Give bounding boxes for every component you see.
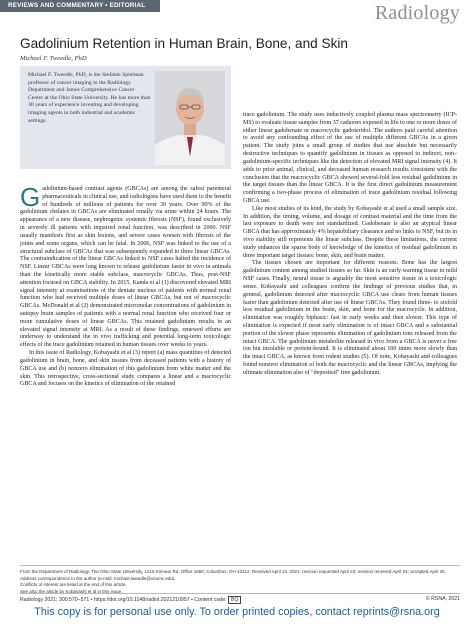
footnote-affiliation: From the Department of Radiology, The Ohio State University, 1216 Kinnear Rd, Office 1650, Columbus, OH 43212. Received April 13, 2021; revision requested April 23; revision received April 24; accepted April 26. Address correspondence to the author (e-mail: michael.tweedle@osumc.edu). bbox=[20, 569, 446, 581]
copyright: © RSNA, 2021 bbox=[425, 596, 460, 602]
body-paragraph: In this issue of Radiology, Kobayashi et al (3) report (a) mass quantities of detected gadolinium in brain, bone, and skin tissues from deceased patients with a history of GBCA use and (b) nonzero elimination of this gadolinium from white matter and the skin. This retrospective, cross-sectional study compares a linear and a macrocyclic GBCA and focuses on the kinetics of elimination of the retained bbox=[20, 350, 231, 388]
footnotes bbox=[20, 565, 460, 595]
body-paragraph: Like most studies of its kind, the study by Kobayashi et al used a small sample size. In addition, the timing, volume, and dosage of contrast material and the time from the last exposure to death were not standardized. Gadobenate is also an atypical linear GBCA that has approximately 4% hepatobiliary clearance and no links to NSF, but its in vivo stability still represents the linear subclass. Despite these limitations, the current study enhances the sparse body of knowledge of the kinetics of residual gadolinium in three important target tissues: bone, skin, and brain matter. bbox=[243, 205, 457, 259]
author-bio-text: Michael F. Tweedle, PhD, is the Stefanie Spielman professor of cancer imaging in the Radiology Department and James Comprehensive Cancer Center at the Ohio State University. He has more than 30 years of experience inventing and developing imaging agents in both industrial and academic settings. bbox=[28, 72, 151, 124]
header-bar bbox=[0, 0, 474, 24]
author-photo bbox=[155, 71, 225, 165]
citation-footer bbox=[20, 593, 460, 604]
content-code-badge: BQ bbox=[228, 596, 241, 604]
body-paragraph: trace gadolinium. The study uses inductively coupled plasma mass spectrometry (ICP-MS) to evaluate tissue samples from 37 cadavers exposed in life to one or more doses of either linear gadobenate or macrocyclic gadoteridol. The authors paid careful attention to avoid any confounding effect of the use of multiple different GBCAs in a given patient. The study joins a small group of studies that use absolute but necessarily destructive techniques to quantify gadolinium in tissues as opposed to indirect, non–gadolinium-specific techniques like the detection of elevated MRI signal intensity (4). It adds to prior animal, clinical, and deceased human research results consistent with the conclusion that the macrocyclic GBCA showed several-fold less residual gadolinium in the target tissues than the linear GBCA. It is the first direct gadolinium measurement confirming a two-phase process of elimination of trace gadolinium residual following GBCA use. bbox=[243, 112, 457, 204]
body-column-right bbox=[243, 112, 457, 378]
drop-cap: G bbox=[20, 182, 41, 212]
footnote-see-also: See also the article by Kobayashi et al in this issue. bbox=[20, 588, 123, 594]
body-paragraph: Gadolinium-based contrast agents (GBCAs) are among the safest parenteral pharmaceuticals in clinical use, and radiologists have used them to the benefit of hundreds of millions of patients for over 30 years. Over 90% of the gadolinium chelates in GBCAs are eliminated renally via urine within 24 hours. The appearance of a new disease, nephrogenic systemic fibrosis (NSF), found exclusively in severely ill patients with impaired renal function, was described in 2000. NSF usually manifests first as skin lesions, and severe cases worsen with fibrosis of the joints and some organs, which can be fatal. In 2006, NSF was linked to the use of a structural subclass of GBCAs that was subsequently expanded to three linear GBCAs. The contraindication of the linear GBCAs linked to NSF cases halted the incidence of NSF. Linear GBCAs were long known to release gadolinium faster in vivo in animals than the kinetically more stable subclass, macrocyclic GBCAs. Thus, post-NSF attention focused on GBCA stability. In 2015, Kanda et al (1) discovered elevated MRI signal intensity at examinations of the dentate nucleus of patients with normal renal function who had received multiple doses of linear GBCAs, but not of macrocyclic GBCAs. McDonald et al (2) demonstrated micromolar concentrations of gadolinium in autopsy brain samples of patients with a normal renal function who received four or more cumulative doses of linear GBCAs. This retained gadolinium results in an elevated signal intensity at MRI. As a result of these findings, renewed efforts are underway to understand the in vivo trafficking and potential long-term toxicologic effects of the trace gadolinium retained in human tissues over weeks to years. bbox=[20, 182, 231, 349]
author-bio-box bbox=[20, 66, 231, 169]
article-author: Michael F. Tweedle, PhD bbox=[20, 55, 87, 62]
section-label: REVIEWS AND COMMENTARY • EDITORIAL bbox=[0, 0, 160, 12]
body-column-left bbox=[20, 182, 231, 389]
footnote-conflicts: Conflicts of interest are listed at the end of this article. bbox=[20, 582, 127, 588]
reprint-watermark: This copy is for personal use only. To order printed copies, contact reprints@rsna.org bbox=[34, 606, 440, 618]
body-paragraph: The tissues chosen are important for different reasons. Bone has the largest gadolinium content among studied tissues so far. Skin is an early warning tissue in mild NSF cases. Finally, neural tissue is arguably the most sensitive tissue in a toxicologic sense. Kobayashi and colleagues confirm the findings of previous studies that, in general, gadolinium detected after macrocyclic GBCA use clears from human tissues faster than gadolinium detected after use of linear GBCAs. They found three- to sixfold less residual gadolinium in the brain, skin, and bone for the macrocycle. In addition, elimination was roughly biphasic: fast in early weeks and then slower. This type of elimination is expected if most early elimination is of intact GBCA and a substantial portion of the slower phase represents elimination of gadolinium ions released from the intact GBCA. The gadolinium metabolite released in vivo from a GBCA is never a free ion but insoluble or protein-bound. It is eliminated about 100 times more slowly than the intact GBCA, as known from rodent studies (5). Of note, Kobayashi and colleagues found nonzero elimination of both the macrocyclic and the linear GBCAs, implying the ultimate elimination also of "deposited" free gadolinium. bbox=[243, 260, 457, 376]
article-title: Gadolinium Retention in Human Brain, Bone, and Skin bbox=[20, 36, 348, 51]
author-portrait-image bbox=[155, 71, 225, 165]
journal-logo: Radiology bbox=[374, 2, 460, 24]
citation-text: Radiology 2021; 300:570–571 • https://doi.org/10.1148/radiol.2021210957 • Content code: bbox=[20, 597, 227, 603]
